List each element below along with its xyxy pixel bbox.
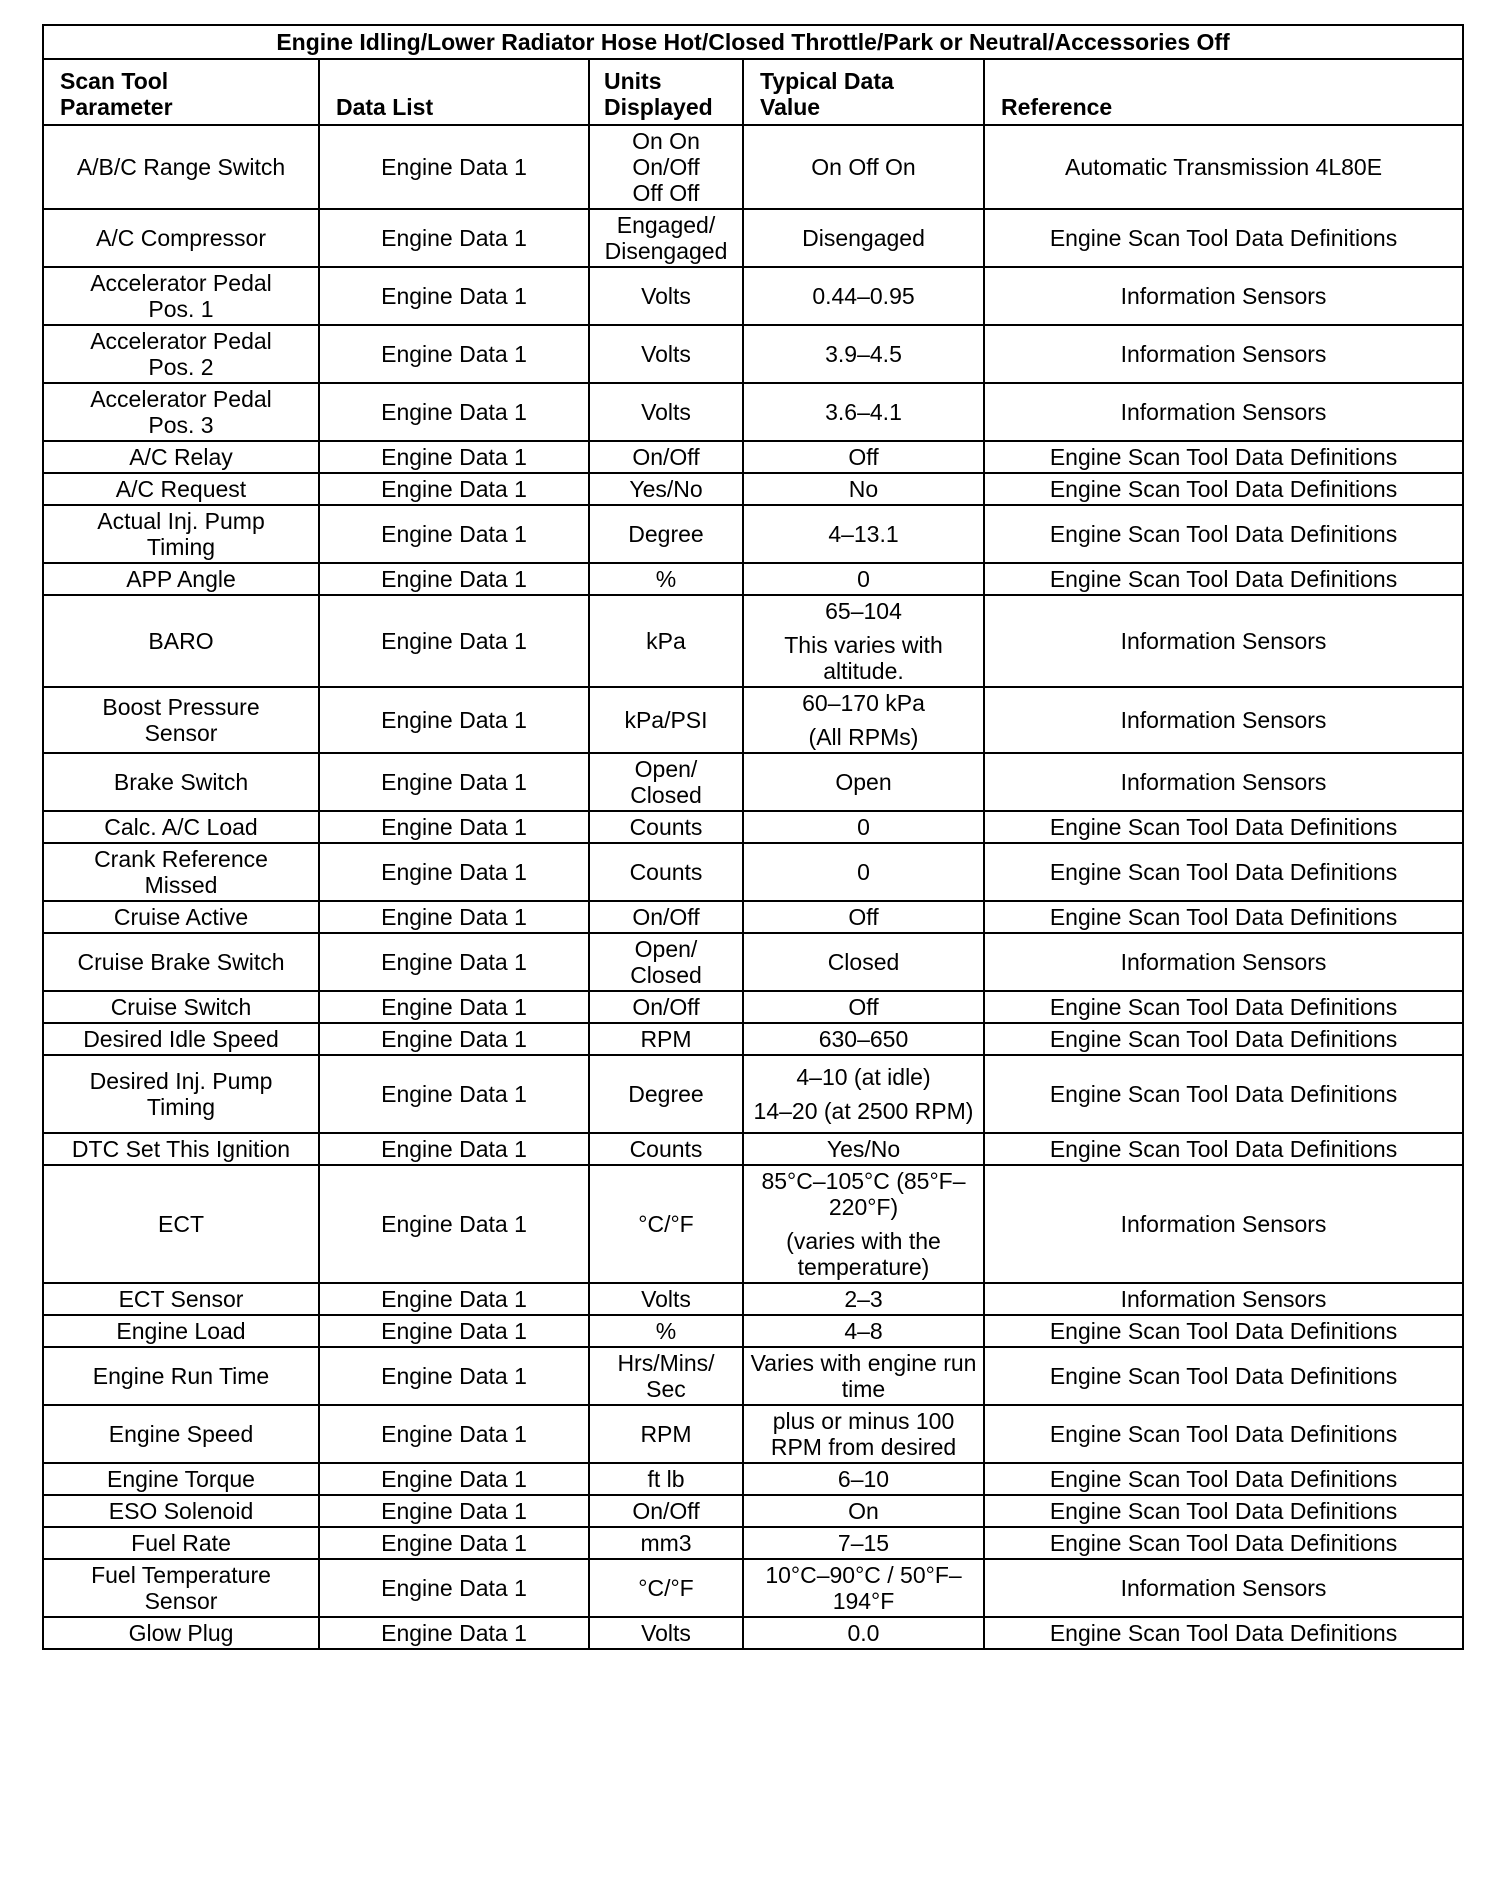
cell-data-list: Engine Data 1 <box>319 383 589 441</box>
table-row <box>43 383 1463 441</box>
table-row <box>43 125 1463 209</box>
cell-reference: Engine Scan Tool Data Definitions <box>984 473 1463 505</box>
cell-typical-value: 6–10 <box>743 1463 984 1495</box>
cell-units: RPM <box>589 1405 743 1463</box>
cell-reference: Engine Scan Tool Data Definitions <box>984 1527 1463 1559</box>
cell-data-list: Engine Data 1 <box>319 267 589 325</box>
table-row <box>43 209 1463 267</box>
cell-data-list: Engine Data 1 <box>319 1023 589 1055</box>
cell-reference: Engine Scan Tool Data Definitions <box>984 901 1463 933</box>
cell-parameter: Crank Reference Missed <box>43 843 319 901</box>
col-header-typical-value: Typical Data Value <box>743 59 984 125</box>
cell-reference: Information Sensors <box>984 595 1463 687</box>
table-row <box>43 1055 1463 1133</box>
cell-typical-value: 630–650 <box>743 1023 984 1055</box>
cell-data-list: Engine Data 1 <box>319 933 589 991</box>
cell-units: °C/°F <box>589 1559 743 1617</box>
cell-data-list: Engine Data 1 <box>319 843 589 901</box>
cell-reference: Engine Scan Tool Data Definitions <box>984 991 1463 1023</box>
cell-typical-value: 0.0 <box>743 1617 984 1649</box>
cell-units: Counts <box>589 843 743 901</box>
cell-units: kPa/PSI <box>589 687 743 753</box>
cell-typical-value: 4–10 (at idle) 14–20 (at 2500 RPM) <box>743 1055 984 1133</box>
table-row <box>43 1315 1463 1347</box>
cell-data-list: Engine Data 1 <box>319 595 589 687</box>
cell-reference: Engine Scan Tool Data Definitions <box>984 1347 1463 1405</box>
cell-data-list: Engine Data 1 <box>319 1617 589 1649</box>
cell-reference: Engine Scan Tool Data Definitions <box>984 843 1463 901</box>
cell-typical-value: Off <box>743 901 984 933</box>
cell-units: Open/ Closed <box>589 753 743 811</box>
cell-units: Volts <box>589 325 743 383</box>
cell-typical-value: Closed <box>743 933 984 991</box>
cell-data-list: Engine Data 1 <box>319 1559 589 1617</box>
table-row <box>43 901 1463 933</box>
cell-units: On/Off <box>589 901 743 933</box>
cell-data-list: Engine Data 1 <box>319 209 589 267</box>
cell-data-list: Engine Data 1 <box>319 1347 589 1405</box>
cell-reference: Engine Scan Tool Data Definitions <box>984 811 1463 843</box>
cell-parameter: Engine Torque <box>43 1463 319 1495</box>
table-row <box>43 933 1463 991</box>
table-row <box>43 811 1463 843</box>
col-header-reference: Reference <box>984 59 1463 125</box>
cell-data-list: Engine Data 1 <box>319 991 589 1023</box>
cell-typical-value: plus or minus 100 RPM from desired <box>743 1405 984 1463</box>
table-row <box>43 1023 1463 1055</box>
cell-typical-value: 10°C–90°C / 50°F–194°F <box>743 1559 984 1617</box>
cell-units: °C/°F <box>589 1165 743 1283</box>
cell-parameter: A/C Request <box>43 473 319 505</box>
cell-parameter: Actual Inj. Pump Timing <box>43 505 319 563</box>
table-row <box>43 1133 1463 1165</box>
cell-parameter: Fuel Temperature Sensor <box>43 1559 319 1617</box>
cell-reference: Engine Scan Tool Data Definitions <box>984 1405 1463 1463</box>
cell-typical-value: On Off On <box>743 125 984 209</box>
table-row <box>43 843 1463 901</box>
cell-data-list: Engine Data 1 <box>319 1527 589 1559</box>
cell-reference: Information Sensors <box>984 753 1463 811</box>
cell-typical-value: 0 <box>743 563 984 595</box>
cell-reference: Information Sensors <box>984 383 1463 441</box>
cell-parameter: Accelerator Pedal Pos. 3 <box>43 383 319 441</box>
table-row <box>43 1463 1463 1495</box>
cell-units: On/Off <box>589 991 743 1023</box>
cell-typical-value: 4–8 <box>743 1315 984 1347</box>
col-header-data-list: Data List <box>319 59 589 125</box>
cell-reference: Engine Scan Tool Data Definitions <box>984 1023 1463 1055</box>
cell-units: Volts <box>589 1617 743 1649</box>
cell-typical-value: Open <box>743 753 984 811</box>
cell-reference: Information Sensors <box>984 1283 1463 1315</box>
cell-units: RPM <box>589 1023 743 1055</box>
cell-typical-value: 3.6–4.1 <box>743 383 984 441</box>
cell-reference: Information Sensors <box>984 1165 1463 1283</box>
cell-typical-value: Varies with engine run time <box>743 1347 984 1405</box>
cell-units: Open/ Closed <box>589 933 743 991</box>
cell-parameter: ESO Solenoid <box>43 1495 319 1527</box>
cell-reference: Engine Scan Tool Data Definitions <box>984 1315 1463 1347</box>
scan-tool-data-table <box>42 24 1464 1650</box>
cell-typical-value: No <box>743 473 984 505</box>
cell-parameter: Engine Load <box>43 1315 319 1347</box>
cell-data-list: Engine Data 1 <box>319 1165 589 1283</box>
cell-typical-value: 60–170 kPa (All RPMs) <box>743 687 984 753</box>
cell-parameter: Cruise Active <box>43 901 319 933</box>
cell-data-list: Engine Data 1 <box>319 1315 589 1347</box>
cell-units: mm3 <box>589 1527 743 1559</box>
cell-parameter: Accelerator Pedal Pos. 2 <box>43 325 319 383</box>
cell-data-list: Engine Data 1 <box>319 441 589 473</box>
cell-data-list: Engine Data 1 <box>319 1283 589 1315</box>
cell-typical-value: 0 <box>743 811 984 843</box>
cell-data-list: Engine Data 1 <box>319 473 589 505</box>
table-row <box>43 563 1463 595</box>
cell-data-list: Engine Data 1 <box>319 1495 589 1527</box>
cell-typical-value: Yes/No <box>743 1133 984 1165</box>
cell-reference: Information Sensors <box>984 687 1463 753</box>
column-header-row <box>43 59 1463 125</box>
table-row <box>43 267 1463 325</box>
cell-units: Counts <box>589 1133 743 1165</box>
cell-parameter: ECT <box>43 1165 319 1283</box>
cell-parameter: A/C Compressor <box>43 209 319 267</box>
table-row <box>43 505 1463 563</box>
cell-typical-value: 0 <box>743 843 984 901</box>
cell-parameter: DTC Set This Ignition <box>43 1133 319 1165</box>
cell-data-list: Engine Data 1 <box>319 811 589 843</box>
cell-data-list: Engine Data 1 <box>319 325 589 383</box>
table-row <box>43 753 1463 811</box>
cell-reference: Automatic Transmission 4L80E <box>984 125 1463 209</box>
cell-parameter: Fuel Rate <box>43 1527 319 1559</box>
cell-units: On/Off <box>589 1495 743 1527</box>
cell-typical-value: 7–15 <box>743 1527 984 1559</box>
cell-typical-value: 3.9–4.5 <box>743 325 984 383</box>
cell-units: Counts <box>589 811 743 843</box>
cell-parameter: Engine Speed <box>43 1405 319 1463</box>
cell-parameter: Boost Pressure Sensor <box>43 687 319 753</box>
cell-parameter: ECT Sensor <box>43 1283 319 1315</box>
scan-tool-data-sheet <box>42 24 1462 1650</box>
cell-data-list: Engine Data 1 <box>319 1405 589 1463</box>
cell-parameter: Cruise Brake Switch <box>43 933 319 991</box>
cell-parameter: Glow Plug <box>43 1617 319 1649</box>
cell-parameter: Calc. A/C Load <box>43 811 319 843</box>
cell-reference: Engine Scan Tool Data Definitions <box>984 1133 1463 1165</box>
col-header-units: Units Displayed <box>589 59 743 125</box>
cell-reference: Engine Scan Tool Data Definitions <box>984 563 1463 595</box>
cell-data-list: Engine Data 1 <box>319 901 589 933</box>
table-row <box>43 1165 1463 1283</box>
cell-data-list: Engine Data 1 <box>319 563 589 595</box>
cell-data-list: Engine Data 1 <box>319 505 589 563</box>
table-row <box>43 1527 1463 1559</box>
table-row <box>43 1405 1463 1463</box>
table-row <box>43 1283 1463 1315</box>
cell-units: Hrs/Mins/ Sec <box>589 1347 743 1405</box>
cell-typical-value: 2–3 <box>743 1283 984 1315</box>
cell-units: Degree <box>589 505 743 563</box>
cell-data-list: Engine Data 1 <box>319 1463 589 1495</box>
cell-reference: Engine Scan Tool Data Definitions <box>984 505 1463 563</box>
col-header-parameter: Scan Tool Parameter <box>43 59 319 125</box>
cell-parameter: APP Angle <box>43 563 319 595</box>
table-row <box>43 991 1463 1023</box>
cell-typical-value: On <box>743 1495 984 1527</box>
table-title: Engine Idling/Lower Radiator Hose Hot/Closed Throttle/Park or Neutral/Accessories Off <box>43 25 1463 59</box>
cell-typical-value: 4–13.1 <box>743 505 984 563</box>
table-row <box>43 595 1463 687</box>
cell-units: kPa <box>589 595 743 687</box>
cell-data-list: Engine Data 1 <box>319 125 589 209</box>
cell-units: Volts <box>589 267 743 325</box>
cell-units: % <box>589 1315 743 1347</box>
cell-parameter: A/C Relay <box>43 441 319 473</box>
cell-units: Volts <box>589 1283 743 1315</box>
cell-units: Engaged/ Disengaged <box>589 209 743 267</box>
cell-reference: Information Sensors <box>984 325 1463 383</box>
table-row <box>43 1617 1463 1649</box>
table-title-row <box>43 25 1463 59</box>
table-row <box>43 1559 1463 1617</box>
cell-typical-value: 65–104 This varies with altitude. <box>743 595 984 687</box>
cell-data-list: Engine Data 1 <box>319 687 589 753</box>
cell-reference: Information Sensors <box>984 267 1463 325</box>
cell-data-list: Engine Data 1 <box>319 1055 589 1133</box>
cell-reference: Information Sensors <box>984 933 1463 991</box>
cell-reference: Engine Scan Tool Data Definitions <box>984 1055 1463 1133</box>
cell-units: Degree <box>589 1055 743 1133</box>
cell-reference: Engine Scan Tool Data Definitions <box>984 441 1463 473</box>
cell-parameter: BARO <box>43 595 319 687</box>
table-row <box>43 325 1463 383</box>
table-row <box>43 1347 1463 1405</box>
cell-parameter: A/B/C Range Switch <box>43 125 319 209</box>
cell-data-list: Engine Data 1 <box>319 753 589 811</box>
cell-parameter: Accelerator Pedal Pos. 1 <box>43 267 319 325</box>
table-body <box>43 125 1463 1649</box>
cell-data-list: Engine Data 1 <box>319 1133 589 1165</box>
table-row <box>43 1495 1463 1527</box>
cell-units: Volts <box>589 383 743 441</box>
cell-units: ft lb <box>589 1463 743 1495</box>
cell-reference: Engine Scan Tool Data Definitions <box>984 1463 1463 1495</box>
cell-units: Yes/No <box>589 473 743 505</box>
cell-units: % <box>589 563 743 595</box>
cell-parameter: Cruise Switch <box>43 991 319 1023</box>
cell-reference: Engine Scan Tool Data Definitions <box>984 209 1463 267</box>
cell-parameter: Desired Idle Speed <box>43 1023 319 1055</box>
cell-reference: Engine Scan Tool Data Definitions <box>984 1617 1463 1649</box>
cell-typical-value: Disengaged <box>743 209 984 267</box>
cell-parameter: Desired Inj. Pump Timing <box>43 1055 319 1133</box>
table-row <box>43 473 1463 505</box>
cell-units: On/Off <box>589 441 743 473</box>
cell-typical-value: 0.44–0.95 <box>743 267 984 325</box>
cell-parameter: Brake Switch <box>43 753 319 811</box>
cell-parameter: Engine Run Time <box>43 1347 319 1405</box>
cell-typical-value: Off <box>743 991 984 1023</box>
cell-typical-value: 85°C–105°C (85°F–220°F) (varies with the temperature) <box>743 1165 984 1283</box>
cell-reference: Engine Scan Tool Data Definitions <box>984 1495 1463 1527</box>
table-row <box>43 687 1463 753</box>
cell-typical-value: Off <box>743 441 984 473</box>
table-row <box>43 441 1463 473</box>
cell-units: On On On/Off Off Off <box>589 125 743 209</box>
cell-reference: Information Sensors <box>984 1559 1463 1617</box>
